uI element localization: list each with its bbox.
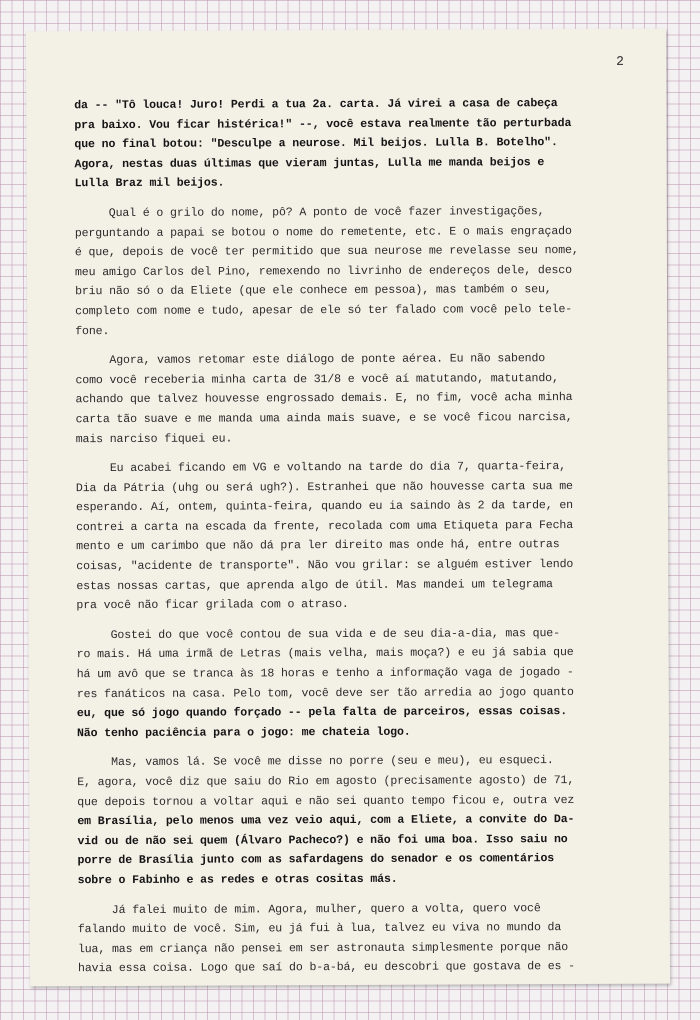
text-line: mais narciso fiquei eu. <box>75 432 233 446</box>
text-line: que no final botou: "Desculpe a neurose. Mil beijos. Lulla B. Botelho". <box>74 136 558 152</box>
text-line: estas nossas cartas, que aprenda algo de útil. Mas mandei um telegrama <box>76 577 553 593</box>
letter-body <box>74 94 648 979</box>
text-line: carta tão suave e me manda uma ainda mais suave, e se você ficou narcisa, <box>75 410 573 427</box>
text-line: que depois tornou a voltar aqui e não sei quanto tempo ficou e, outra vez <box>77 793 575 809</box>
text-line: Já falei muito de mim. Agora, mulher, quero a volta, quero você <box>77 901 541 917</box>
text-line: mento e um carimbo que não dá pra ler direito mas onde há, entre outras <box>76 538 560 554</box>
text-line: briu não só o da Eliete (que ele conhece em pessoa), mas também o seu, <box>75 283 552 299</box>
text-line: Eu acabei ficando em VG e voltando na tarde do dia 7, quarta-feira, <box>75 460 566 476</box>
text-line: esperando. Aí, ontem, quinta-feira, quando eu ia saindo às 2 da tarde, en <box>75 499 573 515</box>
text-line: há um avô que se tranca às 18 horas e tenho a informação vaga de jogado - <box>76 666 574 682</box>
text-line: falando muito de você. Sim, eu já fui à lua, talvez eu viva no mundo da <box>77 921 562 937</box>
text-line: em Brasília, pelo menos uma vez veio aqui, com a Eliete, a convite do Da- <box>77 813 575 829</box>
text-line: res fanáticos na casa. Pelo tom, você deve ser tão arredia ao jogo quanto <box>76 685 574 701</box>
text-line: Qual é o grilo do nome, pô? A ponto de você fazer investigações, <box>74 205 545 221</box>
text-line: como você receberia minha carta de 31/8 e você aí matutando, matutando, <box>75 371 559 387</box>
text-line: Gostei do que você contou de sua vida e de seu dia-a-dia, mas que- <box>76 626 560 643</box>
text-line: meu amigo Carlos del Pino, remexendo no livrinho de endereços dele, desco <box>74 263 572 279</box>
text-line: Não tenho paciência para o jogo: me chateia logo. <box>76 725 411 740</box>
text-line: achando que talvez houvesse engrossado demais. E, no fim, você acha minha <box>75 391 573 407</box>
text-line: Mas, vamos lá. Se você me disse no porre (seu e meu), eu esqueci. <box>77 754 554 770</box>
text-line: sobre o Fabinho e as redes e otras cositas más. <box>77 872 398 888</box>
text-line: E, agora, você diz que saiu do Rio em agosto (precisamente agosto) de 71, <box>77 774 575 790</box>
text-line: coisas, "acidente de transporte". Não vou grilar: se alguém estiver lendo <box>76 558 574 574</box>
text-line: perguntando a papai se botou o nome do remetente, etc. E o mais engraçado <box>74 224 572 240</box>
text-line: é que, depois de você ter permitido que sua neurose me revelasse seu nome, <box>74 244 579 260</box>
text-line: lua, mas em criança não pensei em ser astronauta simplesmente porque não <box>77 940 569 956</box>
text-line: pra você não ficar grilada com o atraso. <box>76 598 349 613</box>
text-line: fone. <box>75 324 110 338</box>
text-line: eu, que só jogo quando forçado -- pela falta de parceiros, essas coisas. <box>76 705 568 721</box>
page-number: 2 <box>616 53 624 69</box>
text-line: Agora, vamos retomar este diálogo de ponte aérea. Eu não sabendo <box>75 352 546 368</box>
text-line: completo com nome e tudo, apesar de ele só ter falado com você pelo tele- <box>75 302 573 319</box>
text-line: Lulla Braz mil beijos. <box>74 176 225 191</box>
text-line: contrei a carta na escada da frente, recolada com uma Etiqueta para Fecha <box>76 518 574 535</box>
text-line: vid ou de não sei quem (Álvaro Pacheco?) e não foi uma boa. Isso saiu no <box>77 832 568 848</box>
text-line: pra baixo. Vou ficar histérica!" --, você estava realmente tão perturbada <box>74 116 572 132</box>
text-line: Agora, nestas duas últimas que vieram juntas, Lulla me manda beijos e <box>74 155 545 171</box>
text-line: havia essa coisa. Logo que saí do b-a-bá, eu descobri que gostava de es - <box>77 960 575 976</box>
text-line: Dia da Pátria (uhg ou será ugh?). Estranhei que não houvesse carta sua me <box>75 479 573 495</box>
text-line: porre de Brasília junto com as safardagens do senador e os comentários <box>77 852 555 868</box>
letter-sheet <box>26 29 670 987</box>
text-line: ro mais. Há uma irmã de Letras (mais velha, mais moça?) e eu já sabia que <box>76 646 574 662</box>
text-line: da -- "Tô louca! Juro! Perdi a tua 2a. carta. Já virei a casa de cabeça <box>74 97 558 113</box>
